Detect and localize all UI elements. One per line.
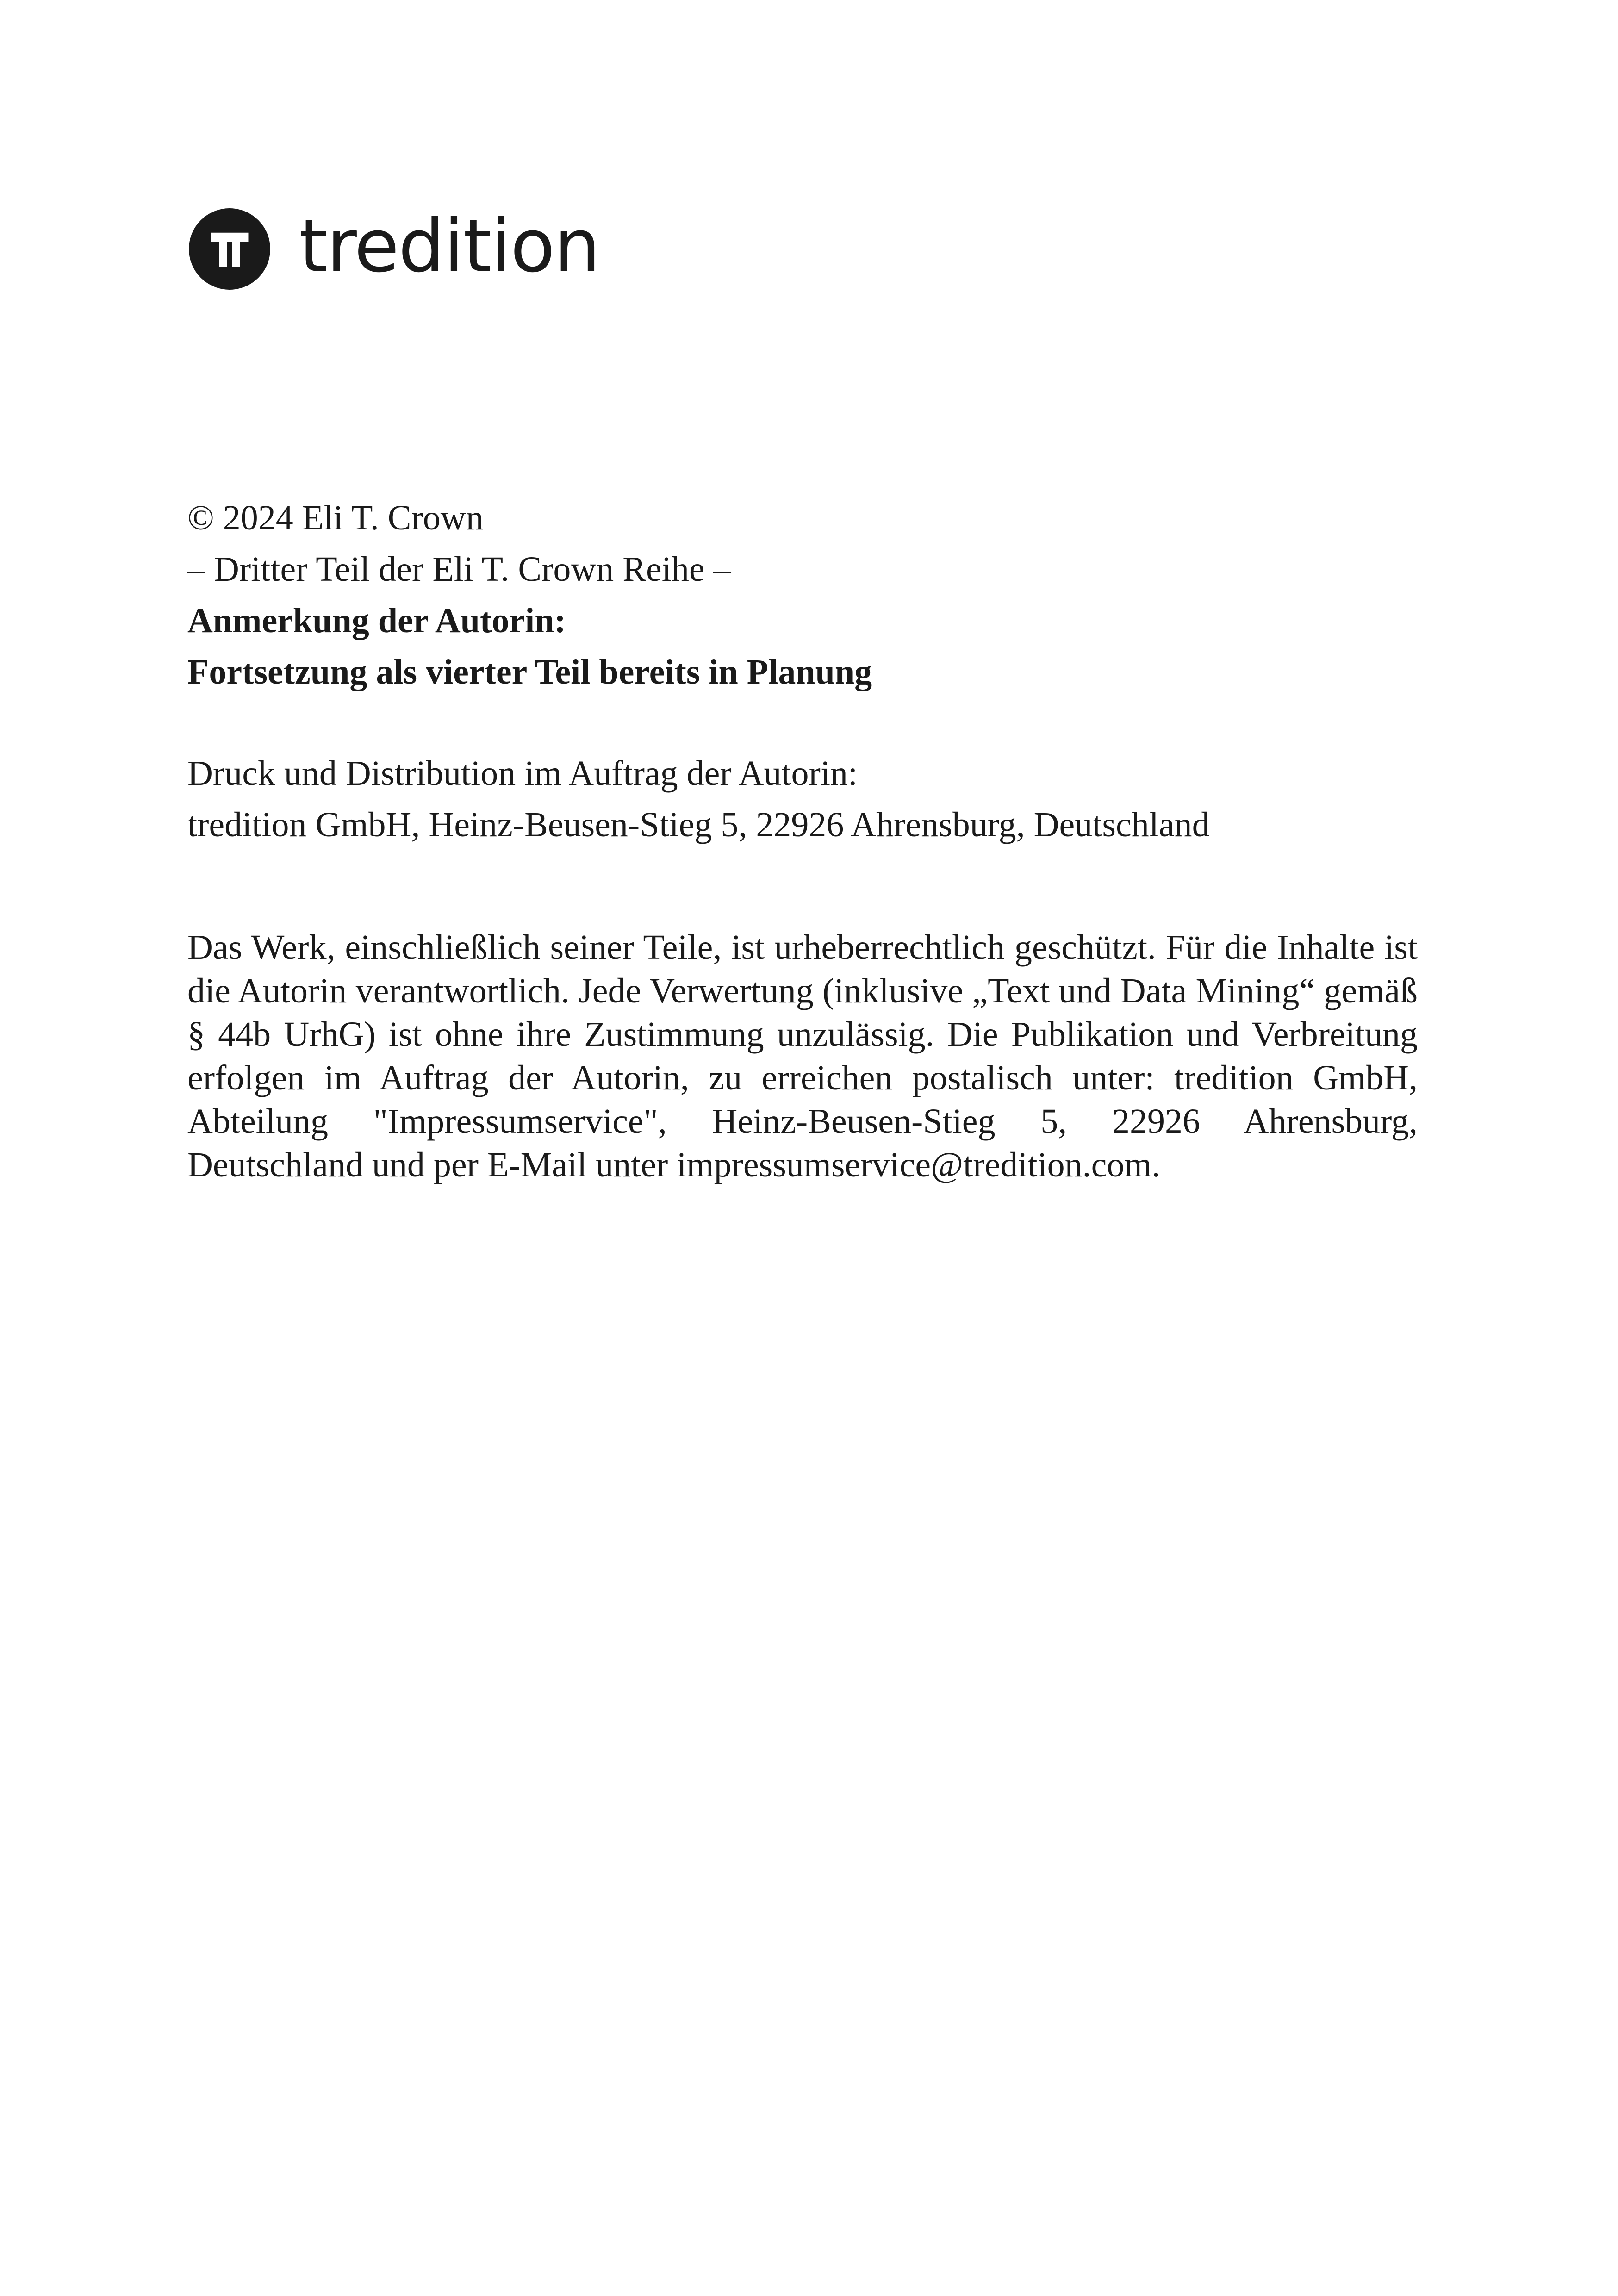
- publisher-block: [187, 748, 1419, 851]
- publisher-address: tredition GmbH, Heinz-Beusen-Stieg 5, 22926 Ahrensburg, Deutschland: [187, 805, 1210, 844]
- tredition-logo-icon: [189, 208, 270, 290]
- series-line: – Dritter Teil der Eli T. Crown Reihe –: [187, 550, 731, 589]
- copyright-line: © 2024 Eli T. Crown: [187, 498, 484, 537]
- imprint-block: [187, 492, 1419, 698]
- author-note-heading: Anmerkung der Autorin:: [187, 601, 566, 640]
- author-note-text: Fortsetzung als vierter Teil bereits in Planung: [187, 653, 872, 691]
- legal-notice: [187, 926, 1418, 1187]
- distribution-line: Druck und Distribution im Auftrag der Autorin:: [187, 754, 858, 793]
- legal-paragraph: Das Werk, einschließlich seiner Teile, ist urheberrechtlich geschützt. Für die Inhalte ist die Autorin verantwortlich. Jede Verwertung (inklusive „Text und Data Mining“ gemäß § 44b UrhG) ist ohne ihre Zustimmung unzulässig. Die Publikation und Verbreitung erfolgen im Auftrag der Autorin, zu erreichen postalisch unter: tredition GmbH, Abteilung "Impressumservice", Heinz-Beusen-Stieg 5, 22926 Ahrensburg, Deutschland und per E-Mail unter impressumservice@tredition.com.: [187, 928, 1418, 1184]
- logo-wordmark: tredition: [299, 204, 600, 289]
- publisher-logo: [189, 204, 600, 291]
